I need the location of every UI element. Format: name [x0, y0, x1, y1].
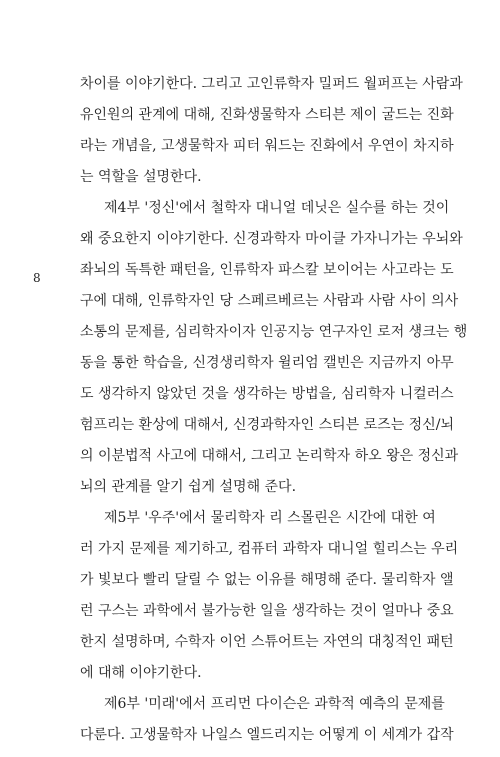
body-text: [80, 75, 468, 757]
text-line: 차이를 이야기한다. 그리고 고인류학자 밀퍼드 월퍼프는 사람과: [80, 76, 463, 92]
text-line: 가 빛보다 빨리 달릴 수 없는 이유를 해명해 준다. 물리학자 앨: [80, 572, 454, 588]
text-line: 동을 통한 학습을, 신경생리학자 윌리엄 캘빈은 지금까지 아무: [80, 355, 454, 371]
text-line: 다룬다. 고생물학자 나일스 엘드리지는 어떻게 이 세계가 갑작: [80, 727, 454, 743]
text-line: 구에 대해, 인류학자인 당 스페르베르는 사람과 사람 사이 의사: [80, 293, 459, 309]
text-line: 뇌의 관계를 알기 쉽게 설명해 준다.: [80, 479, 297, 495]
text-line: 왜 중요한지 이야기한다. 신경과학자 마이클 가자니가는 우뇌와: [80, 231, 463, 247]
page-number: 8: [33, 271, 41, 285]
text-line: 라는 개념을, 고생물학자 피터 워드는 진화에서 우연이 차지하: [80, 138, 454, 154]
text-line: 는 역할을 설명한다.: [80, 169, 202, 185]
text-line: 도 생각하지 않았던 것을 생각하는 방법을, 심리학자 니컬러스: [80, 386, 454, 402]
text-line: 런 구스는 과학에서 불가능한 일을 생각하는 것이 얼마나 중요: [80, 603, 454, 619]
text-line: 의 이분법적 사고에 대해서, 그리고 논리학자 하오 왕은 정신과: [80, 448, 459, 464]
text-line: 러 가지 문제를 제기하고, 컴퓨터 과학자 대니얼 힐리스는 우리: [80, 541, 459, 557]
paragraph-start-line: 제5부 '우주'에서 물리학자 리 스몰린은 시간에 대한 여: [104, 510, 436, 526]
paragraph-start-line: 제6부 '미래'에서 프리먼 다이슨은 과학적 예측의 문제를: [104, 696, 445, 712]
paragraph-start-line: 제4부 '정신'에서 철학자 대니얼 데닛은 실수를 하는 것이: [104, 200, 450, 216]
text-line: 험프리는 환상에 대해서, 신경과학자인 스티븐 로즈는 정신/뇌: [80, 417, 454, 433]
text-line: 한지 설명하며, 수학자 이언 스튜어트는 자연의 대칭적인 패턴: [80, 634, 454, 650]
text-line: 유인원의 관계에 대해, 진화생물학자 스티븐 제이 굴드는 진화: [80, 107, 454, 123]
text-line: 좌뇌의 독특한 패턴을, 인류학자 파스칼 보이어는 사고라는 도: [80, 262, 454, 278]
text-line: 에 대해 이야기한다.: [80, 665, 202, 681]
text-line: 소통의 문제를, 심리학자이자 인공지능 연구자인 로저 섕크는 행: [80, 324, 468, 340]
